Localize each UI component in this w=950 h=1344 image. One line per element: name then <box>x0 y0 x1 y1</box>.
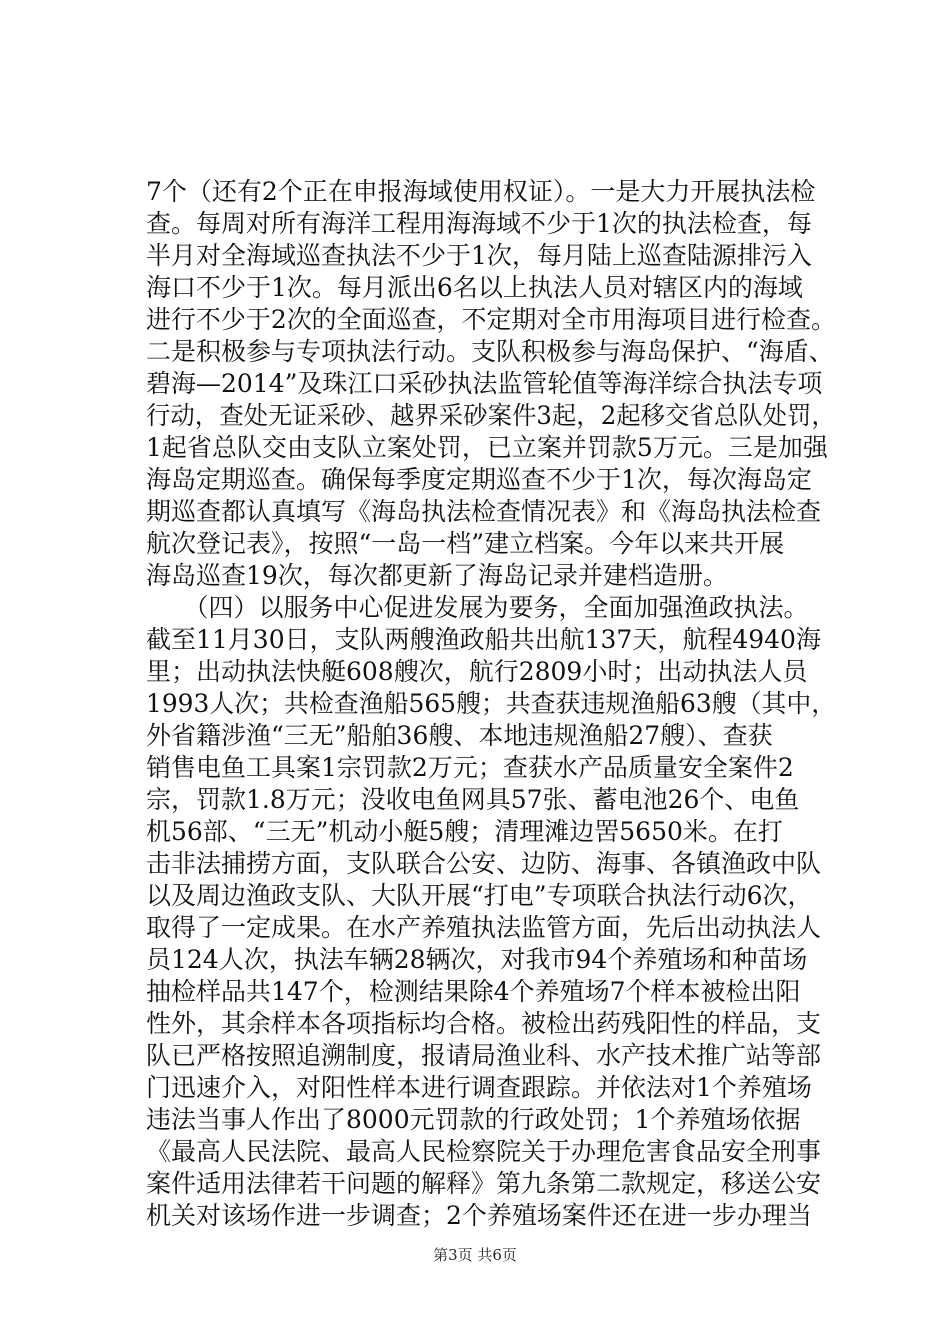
text-line: 抽检样品共147个，检测结果除4个养殖场7个样本被检出阳 <box>146 977 801 1006</box>
text-line: 半月对全海域巡查执法不少于1次，每月陆上巡查陆源排污入 <box>146 241 812 270</box>
text-line: 机56部、“三无”机动小艇5艘；清理滩边罟5650米。在打 <box>146 817 783 846</box>
text-line: 进行不少于2次的全面巡查，不定期对全市用海项目进行检查。 <box>146 305 836 334</box>
text-line: 碧海—2014”及珠江口采砂执法监管轮值等海洋综合执法专项 <box>146 369 823 398</box>
text-line: 销售电鱼工具案1宗罚款2万元；查获水产品质量安全案件2 <box>146 753 794 782</box>
text-line: 海岛定期巡查。确保每季度定期巡查不少于1次，每次海岛定 <box>146 465 812 494</box>
text-line: 员124人次，执法车辆28辆次，对我市94个养殖场和种苗场 <box>146 945 808 974</box>
page-footer: 第3页 共6页 <box>433 1246 517 1264</box>
text-line: 截至11月30日，支队两艘渔政船共出航137天，航程4940海 <box>146 625 821 654</box>
text-line: 击非法捕捞方面，支队联合公安、边防、海事、各镇渔政中队 <box>146 849 822 878</box>
text-line: 查。每周对所有海洋工程用海海域不少于1次的执法检查，每 <box>146 209 812 238</box>
text-line: 以及周边渔政支队、大队开展“打电”专项联合执法行动6次， <box>146 881 813 910</box>
text-line: 1起省总队交由支队立案处罚，已立案并罚款5万元。三是加强 <box>146 433 828 462</box>
text-line: 《最高人民法院、最高人民检察院关于办理危害食品安全刑事 <box>146 1137 822 1166</box>
text-line: 队已严格按照追溯制度，报请局渔业科、水产技术推广站等部 <box>146 1041 822 1070</box>
text-line: 里；出动执法快艇608艘次，航行2809小时；出动执法人员 <box>146 657 808 686</box>
text-line: 期巡查都认真填写《海岛执法检查情况表》和《海岛执法检查 <box>146 497 822 526</box>
text-line: 机关对该场作进一步调查；2个养殖场案件还在进一步办理当 <box>146 1201 812 1230</box>
text-line: （四）以服务中心促进发展为要务，全面加强渔政执法。 <box>146 593 809 622</box>
text-line: 门迅速介入，对阳性样本进行调查跟踪。并依法对1个养殖场 <box>146 1073 812 1102</box>
text-line: 二是积极参与专项执法行动。支队积极参与海岛保护、“海盾、 <box>146 337 834 366</box>
text-line: 性外，其余样本各项指标均合格。被检出药残阳性的样品，支 <box>146 1009 822 1038</box>
text-line: 航次登记表》，按照“一岛一档”建立档案。今年以来共开展 <box>146 529 785 558</box>
text-line: 海岛巡查19次，每次都更新了海岛记录并建档造册。 <box>146 561 728 590</box>
text-line: 违法当事人作出了8000元罚款的行政处罚；1个养殖场依据 <box>146 1105 801 1134</box>
text-line: 取得了一定成果。在水产养殖执法监管方面，先后出动执法人 <box>146 913 822 942</box>
text-line: 宗，罚款1.8万元；没收电鱼网具57张、蓄电池26个、电鱼 <box>146 785 800 814</box>
text-line: 案件适用法律若干问题的解释》第九条第二款规定，移送公安 <box>146 1169 822 1198</box>
body-text <box>146 176 836 1232</box>
text-line: 海口不少于1次。每月派出6名以上执法人员对辖区内的海域 <box>146 273 803 302</box>
text-line: 7个（还有2个正在申报海域使用权证）。一是大力开展执法检 <box>146 177 816 206</box>
text-line: 行动，查处无证采砂、越界采砂案件3起，2起移交省总队处罚， <box>146 401 836 430</box>
text-line: 1993人次；共检查渔船565艘；共查获违规渔船63艘（其中， <box>146 689 837 718</box>
text-line: 外省籍涉渔“三无”船舶36艘、本地违规渔船27艘）、查获 <box>146 721 773 750</box>
